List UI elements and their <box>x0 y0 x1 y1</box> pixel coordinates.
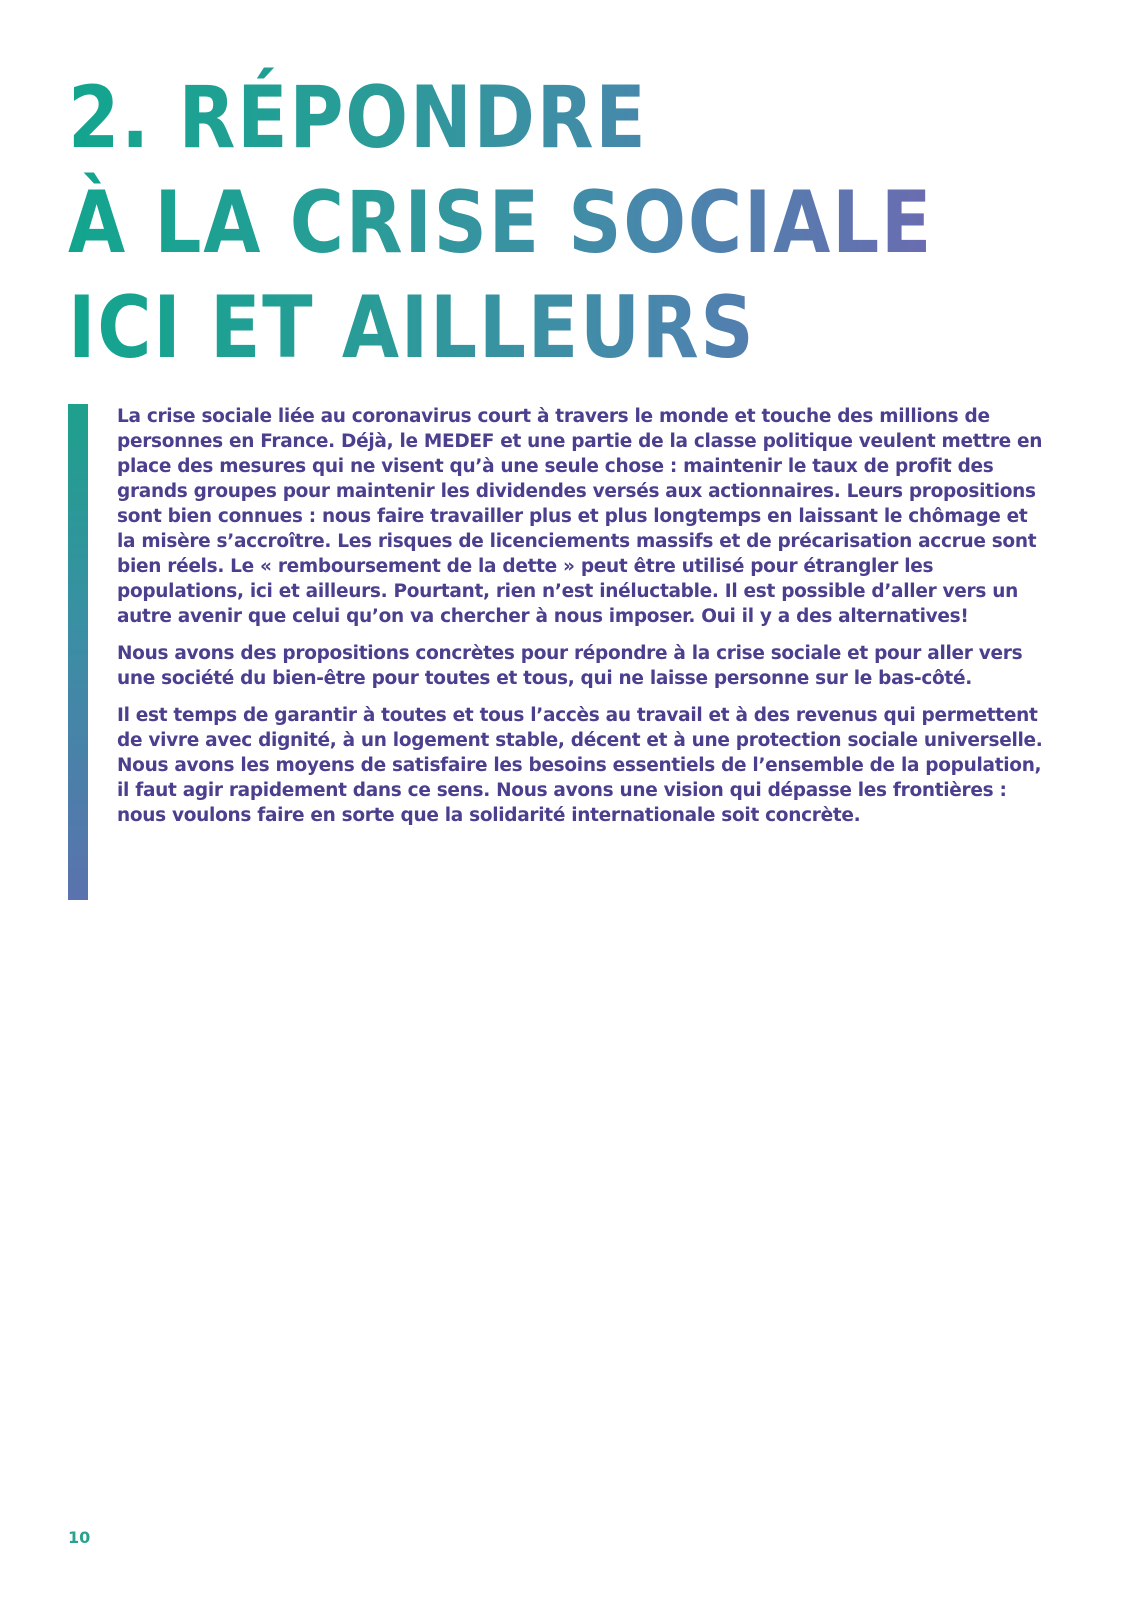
title-line: 2. RÉPONDRE <box>68 66 928 171</box>
title-line: ICI ET AILLEURS <box>68 276 928 381</box>
page-title <box>68 66 964 381</box>
paragraph: La crise sociale liée au coronavirus court à travers le monde et touche des millions de personnes en France. Déjà, le MEDEF et une partie de la classe politique veulent mettre en place des mesures qui ne visent qu’à une seule chose : maintenir le taux de profit des grands groupes pour maintenir les dividendes versés aux actionnaires. Leurs propositions sont bien connues : nous faire travailler plus et plus longtemps en laissant le chômage et la misère s’accroître. Les risques de licenciements massifs et de précarisation accrue sont bien réels. Le « remboursement de la dette » peut être utilisé pour étrangler les populations, ici et ailleurs. Pourtant, rien n’est inéluctable. Il est possible d’aller vers un autre avenir que celui qu’on va chercher à nous imposer. Oui il y a des alternatives! <box>117 406 1043 627</box>
page-number: 10 <box>68 1528 91 1547</box>
paragraph: Nous avons des propositions concrètes pour répondre à la crise sociale et pour aller vers une société du bien-être pour toutes et tous, qui ne laisse personne sur le bas-côté. <box>117 643 1023 689</box>
title-line: À LA CRISE SOCIALE, <box>68 171 928 276</box>
body-text <box>117 404 1047 840</box>
paragraph: Il est temps de garantir à toutes et tous l’accès au travail et à des revenus qui permettent de vivre avec dignité, à un logement stable, décent et à une protection sociale universelle. Nous avons les moyens de satisfaire les besoins essentiels de l’ensemble de la population, il faut agir rapidement dans ce sens. Nous avons une vision qui dépasse les frontières : nous voulons faire en sorte que la solidarité internationale soit concrète. <box>117 705 1043 826</box>
accent-bar <box>68 404 88 900</box>
